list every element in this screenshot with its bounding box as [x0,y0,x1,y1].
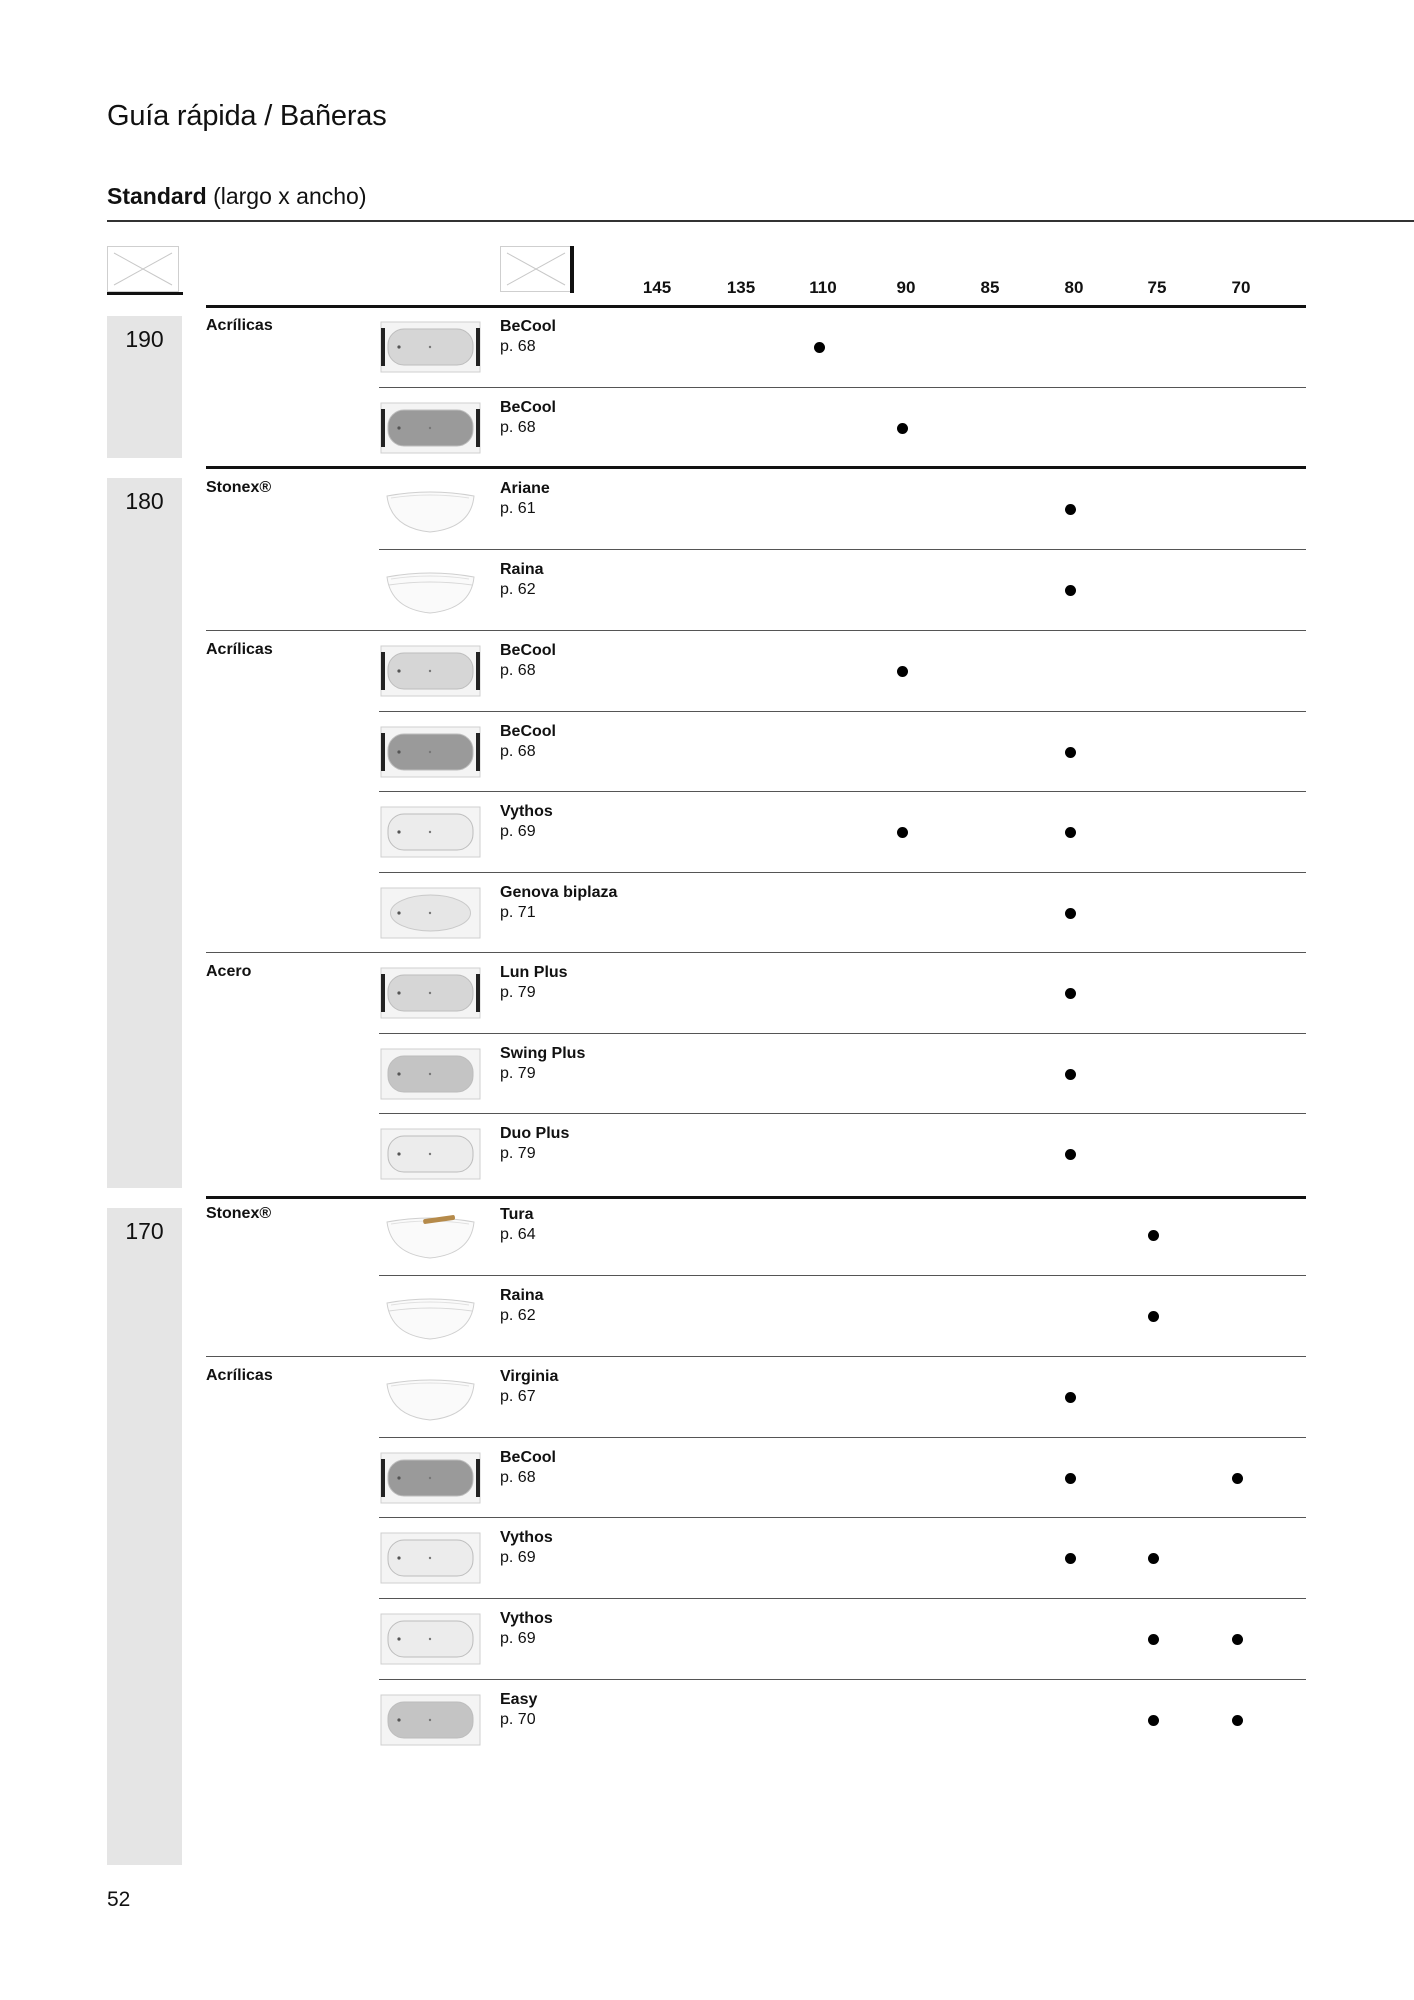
product-page-ref: p. 68 [500,1469,536,1486]
material-divider [206,630,1306,631]
row-divider [379,791,1306,792]
product-page-ref: p. 79 [500,984,536,1001]
product-page-ref: p. 69 [500,1630,536,1647]
bathtub-thumbnail [379,1610,482,1668]
length-label: 190 [125,326,164,352]
product-page-ref: p. 62 [500,1307,536,1324]
row-divider [379,549,1306,550]
row-divider [379,1113,1306,1114]
availability-dot-70 [1232,1634,1243,1645]
availability-dot-75 [1148,1311,1159,1322]
product-page-ref: p. 79 [500,1065,536,1082]
material-divider [206,1356,1306,1357]
length-label: 170 [125,1218,164,1244]
material-label: Stonex® [206,1205,272,1222]
column-header-70: 70 [1231,278,1251,297]
availability-dot-80 [1065,908,1076,919]
width-header-icon [500,246,572,292]
column-header-135: 135 [726,278,756,297]
product-name: BeCool [500,642,556,659]
row-divider [379,1598,1306,1599]
group-divider [206,1196,1306,1199]
availability-dot-80 [1065,1473,1076,1484]
product-page-ref: p. 68 [500,338,536,355]
product-page-ref: p. 79 [500,1145,536,1162]
product-name: Raina [500,561,544,578]
bathtub-thumbnail [379,399,482,457]
material-divider [206,952,1306,953]
bathtub-thumbnail [379,803,482,861]
row-divider [379,1033,1306,1034]
column-header-145: 145 [642,278,672,297]
bathtub-thumbnail [379,1449,482,1507]
column-header-80: 80 [1064,278,1084,297]
length-header-icon [107,246,179,292]
product-page-ref: p. 67 [500,1388,536,1405]
subtitle-bold: Standard [107,183,207,209]
product-name: BeCool [500,318,556,335]
row-divider [379,1275,1306,1276]
column-header-90: 90 [896,278,916,297]
product-page-ref: p. 68 [500,743,536,760]
availability-dot-80 [1065,1149,1076,1160]
product-name: Easy [500,1691,538,1708]
availability-dot-80 [1065,1069,1076,1080]
bathtub-thumbnail [379,1045,482,1103]
availability-dot-80 [1065,1553,1076,1564]
bathtub-thumbnail [379,1529,482,1587]
material-label: Stonex® [206,479,272,496]
product-page-ref: p. 69 [500,823,536,840]
product-page-ref: p. 61 [500,500,536,517]
width-header-bar [570,246,574,293]
product-page-ref: p. 70 [500,1711,536,1728]
product-page-ref: p. 68 [500,662,536,679]
product-page-ref: p. 71 [500,904,536,921]
row-divider [379,872,1306,873]
bathtub-thumbnail [379,1691,482,1749]
availability-dot-75 [1148,1230,1159,1241]
availability-dot-90 [897,827,908,838]
group-divider [206,466,1306,469]
availability-dot-90 [897,666,908,677]
bathtub-thumbnail [379,964,482,1022]
length-header-underline [107,292,183,295]
bathtub-thumbnail [379,723,482,781]
bathtub-thumbnail [379,1287,482,1345]
availability-dot-75 [1148,1715,1159,1726]
product-name: Vythos [500,1610,553,1627]
row-divider [379,387,1306,388]
bathtub-thumbnail [379,642,482,700]
material-label: Acrílicas [206,317,273,334]
length-label: 180 [125,488,164,514]
product-name: Virginia [500,1368,559,1385]
product-page-ref: p. 69 [500,1549,536,1566]
page-number: 52 [107,1888,131,1911]
bathtub-thumbnail [379,1125,482,1183]
availability-dot-75 [1148,1553,1159,1564]
product-page-ref: p. 68 [500,419,536,436]
bathtub-thumbnail [379,1368,482,1426]
availability-dot-70 [1232,1473,1243,1484]
product-name: Duo Plus [500,1125,570,1142]
subtitle-rest: (largo x ancho) [213,183,367,209]
bathtub-thumbnail [379,318,482,376]
product-name: Genova biplaza [500,884,618,901]
availability-dot-80 [1065,747,1076,758]
availability-dot-110 [814,342,825,353]
material-label: Acrílicas [206,641,273,658]
product-name: Tura [500,1206,534,1223]
availability-dot-80 [1065,1392,1076,1403]
product-name: BeCool [500,399,556,416]
product-page-ref: p. 64 [500,1226,536,1243]
product-name: Swing Plus [500,1045,586,1062]
column-header-75: 75 [1147,278,1167,297]
availability-dot-75 [1148,1634,1159,1645]
availability-dot-80 [1065,827,1076,838]
section-subtitle [107,183,367,210]
bathtub-thumbnail [379,1206,482,1264]
availability-dot-80 [1065,585,1076,596]
row-divider [379,711,1306,712]
length-group-170 [107,1208,182,1865]
material-label: Acero [206,963,252,980]
group-divider [206,305,1306,308]
availability-dot-80 [1065,988,1076,999]
row-divider [379,1517,1306,1518]
bathtub-thumbnail [379,884,482,942]
availability-dot-80 [1065,504,1076,515]
column-header-85: 85 [980,278,1000,297]
product-name: BeCool [500,1449,556,1466]
product-page-ref: p. 62 [500,581,536,598]
top-divider [107,220,1414,222]
material-label: Acrílicas [206,1367,273,1384]
availability-dot-90 [897,423,908,434]
page-title: Guía rápida / Bañeras [107,100,387,132]
product-name: Vythos [500,803,553,820]
product-name: BeCool [500,723,556,740]
product-name: Ariane [500,480,550,497]
availability-dot-70 [1232,1715,1243,1726]
bathtub-thumbnail [379,561,482,619]
product-name: Lun Plus [500,964,568,981]
row-divider [379,1437,1306,1438]
product-name: Vythos [500,1529,553,1546]
product-name: Raina [500,1287,544,1304]
length-group-180 [107,478,182,1188]
column-header-110: 110 [809,278,837,297]
bathtub-thumbnail [379,480,482,538]
row-divider [379,1679,1306,1680]
